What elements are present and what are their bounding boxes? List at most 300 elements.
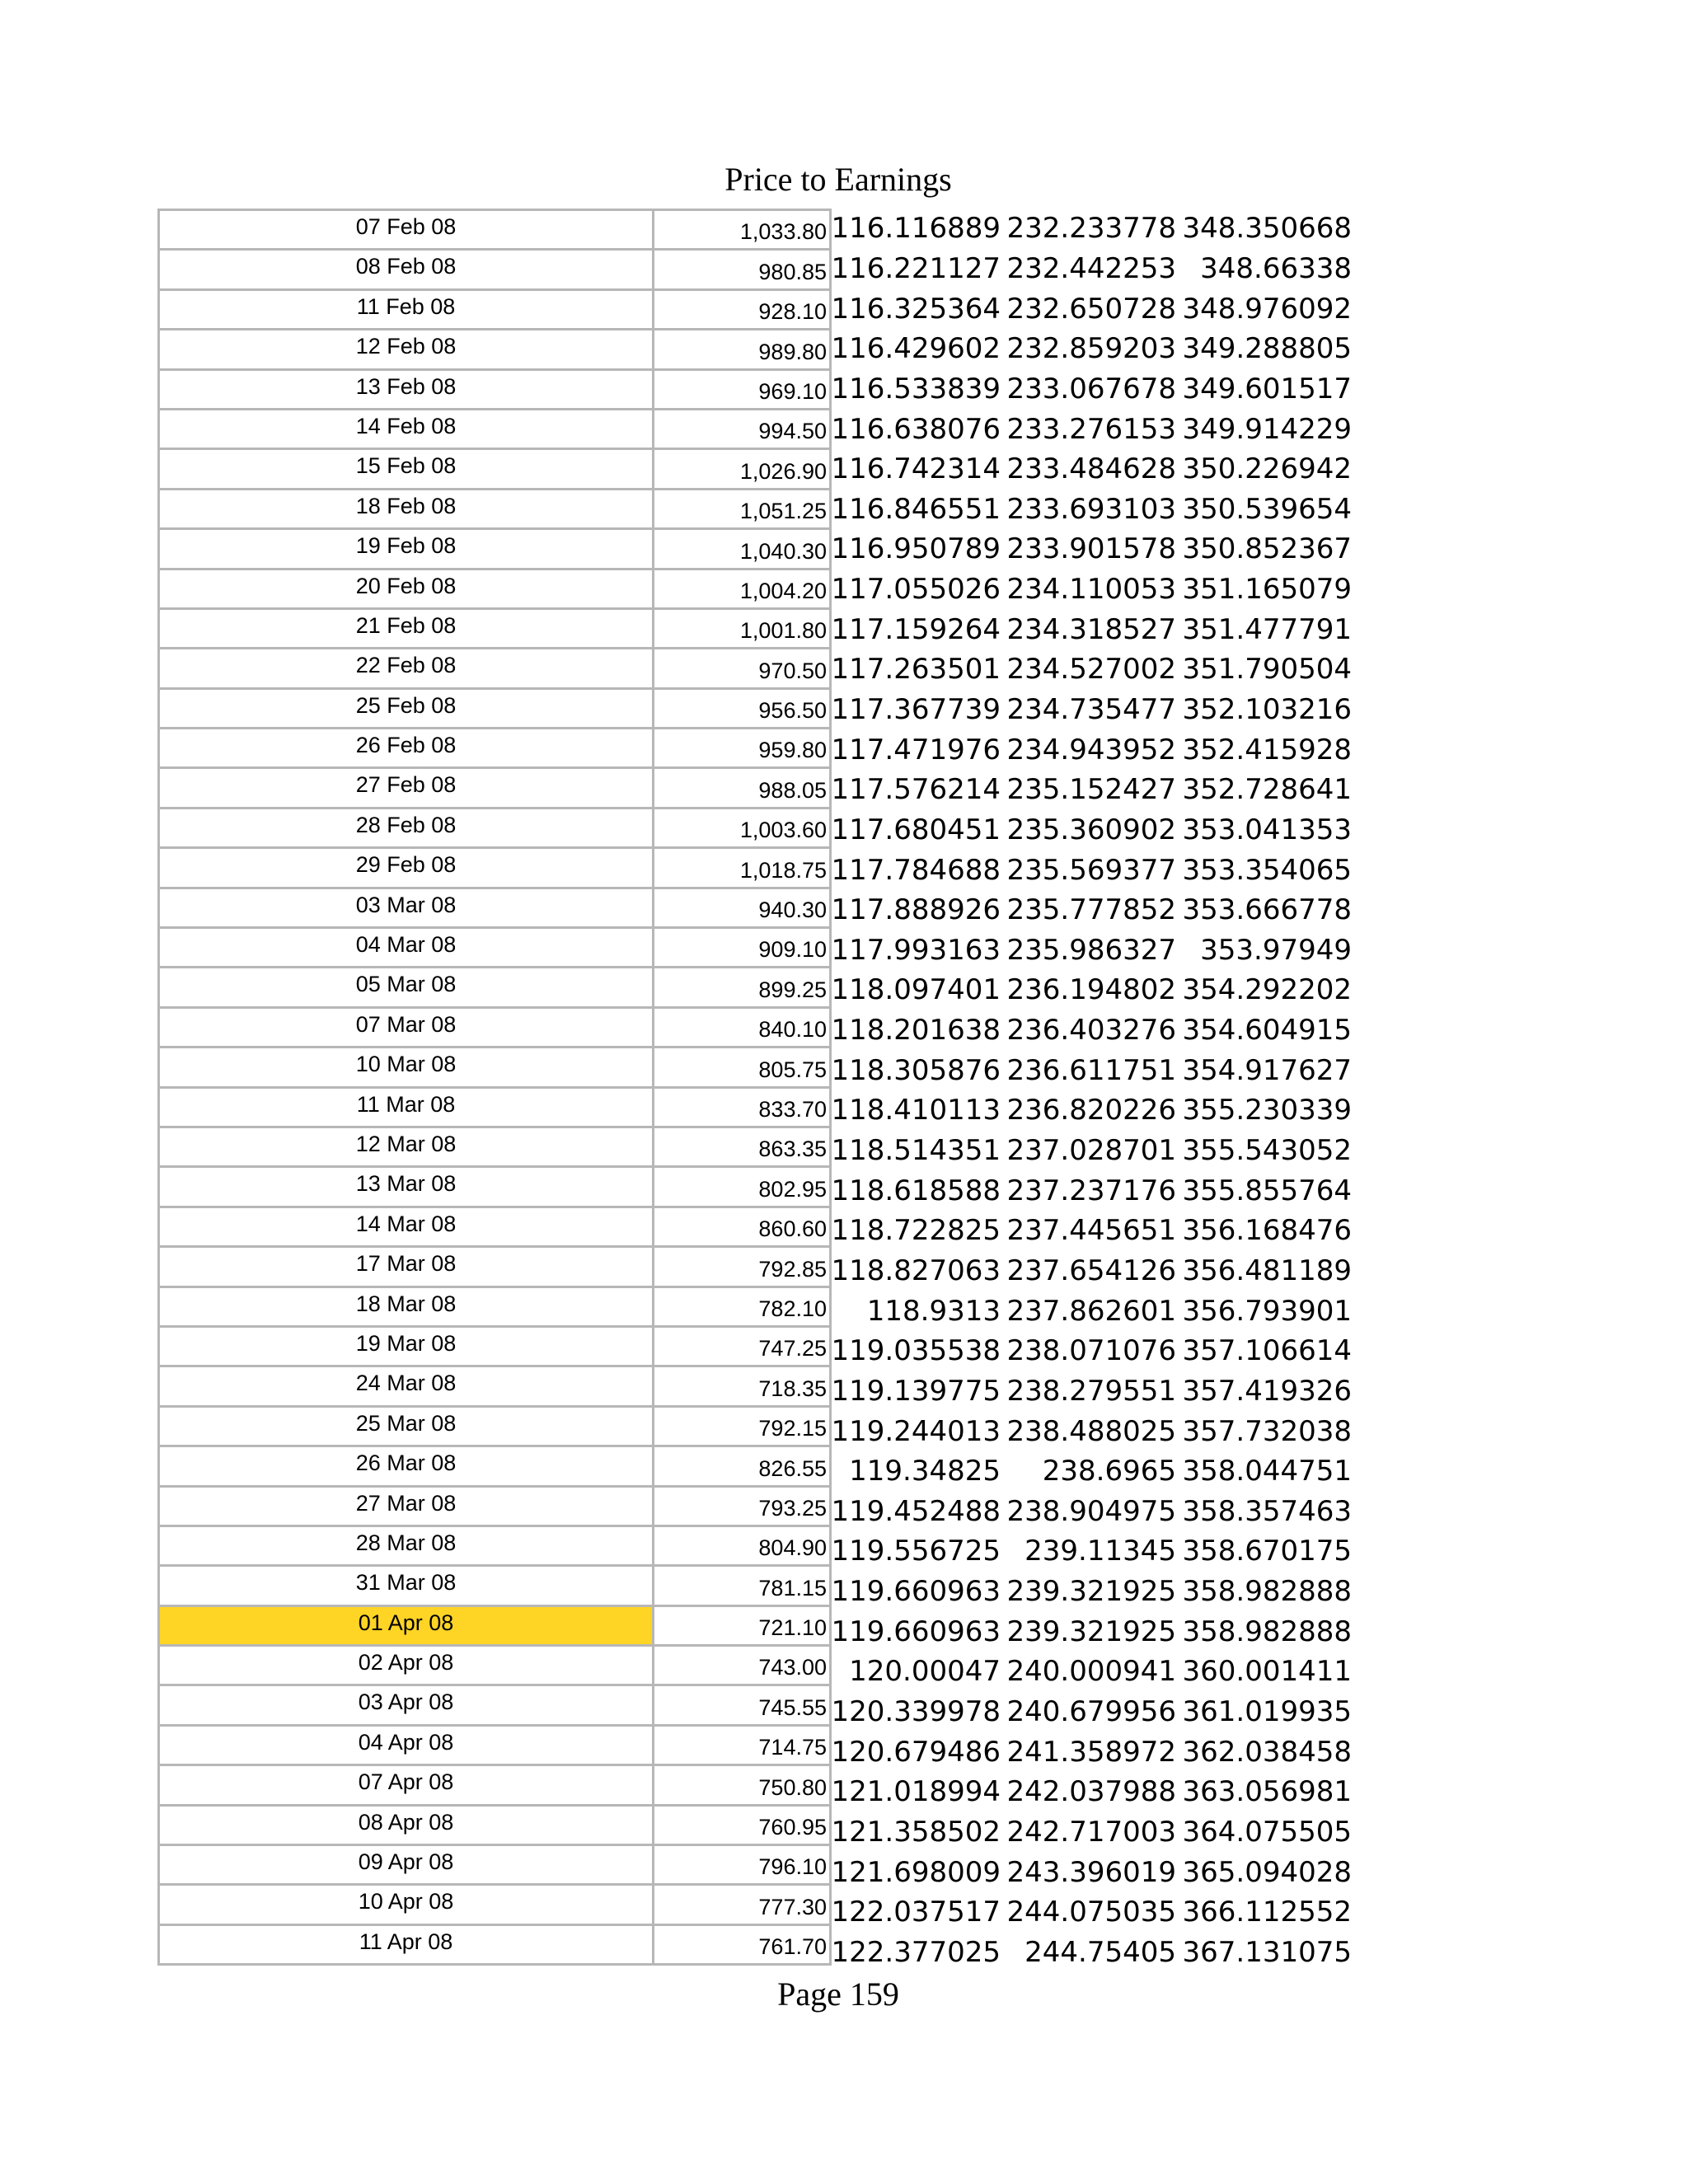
pe-value-3: 349.601517 [1182,372,1352,405]
pe-value-2: 240.000941 [1006,1655,1176,1689]
pe-value-1: 116.221127 [831,251,1001,285]
pe-values-row [829,1692,1357,1732]
pe-value-2: 244.75405 [1025,1935,1176,1969]
pe-value-2: 233.484628 [1006,452,1176,486]
table-row [159,369,831,409]
price-cell: 969.10 [654,369,831,409]
pe-values-row [829,729,1357,770]
pe-value-2: 243.396019 [1006,1855,1176,1889]
pe-value-2: 238.904975 [1006,1494,1176,1528]
table-row [159,409,831,448]
price-cell: 793.25 [654,1486,831,1526]
price-cell: 714.75 [654,1725,831,1765]
pe-value-1: 117.471976 [831,733,1001,766]
pe-values-row [829,1492,1357,1532]
price-cell: 1,051.25 [654,489,831,528]
pe-value-1: 119.660963 [831,1575,1001,1609]
pe-value-3: 350.852367 [1182,532,1352,566]
pe-value-3: 354.917627 [1182,1053,1352,1087]
pe-value-3: 356.168476 [1182,1214,1352,1248]
pe-value-2: 241.358972 [1006,1735,1176,1769]
pe-value-2: 236.194802 [1006,973,1176,1007]
pe-value-1: 119.452488 [831,1494,1001,1528]
pe-value-2: 235.569377 [1006,853,1176,887]
date-cell: 25 Mar 08 [159,1406,654,1446]
pe-value-1: 119.139775 [831,1374,1001,1408]
pe-value-3: 361.019935 [1182,1695,1352,1729]
table-row [159,1207,831,1246]
pe-value-3: 358.044751 [1182,1455,1352,1488]
table-row [159,768,831,808]
pe-value-2: 235.777852 [1006,893,1176,927]
table-row [159,1526,831,1565]
price-cell: 1,018.75 [654,848,831,888]
pe-values-row [829,890,1357,930]
pe-value-1: 117.993163 [831,933,1001,967]
pe-value-3: 349.288805 [1182,332,1352,366]
price-cell: 760.95 [654,1805,831,1844]
pe-value-3: 356.793901 [1182,1294,1352,1328]
price-cell: 1,003.60 [654,808,831,847]
pe-value-1: 117.263501 [831,653,1001,687]
table-row [159,1286,831,1326]
pe-value-3: 357.106614 [1182,1334,1352,1368]
date-cell: 14 Feb 08 [159,409,654,448]
pe-values-row [829,1411,1357,1451]
pe-values-row [829,850,1357,890]
date-cell: 03 Mar 08 [159,888,654,927]
pe-values-row [829,1291,1357,1331]
pe-value-3: 351.477791 [1182,612,1352,646]
pe-value-1: 116.429602 [831,332,1001,366]
price-cell: 792.85 [654,1247,831,1286]
pe-value-3: 354.604915 [1182,1014,1352,1047]
table-row [159,330,831,369]
pe-values-row [829,1090,1357,1131]
date-cell: 10 Mar 08 [159,1047,654,1087]
date-cell: 25 Feb 08 [159,688,654,728]
pe-value-1: 118.305876 [831,1053,1001,1087]
price-cell: 750.80 [654,1765,831,1805]
pe-value-1: 116.742314 [831,452,1001,486]
pe-value-3: 350.539654 [1182,492,1352,526]
pe-value-2: 232.859203 [1006,332,1176,366]
pe-value-1: 119.244013 [831,1414,1001,1448]
pe-value-3: 364.075505 [1182,1815,1352,1849]
price-cell: 940.30 [654,888,831,927]
price-cell: 1,001.80 [654,608,831,648]
table-row [159,1247,831,1286]
table-row [159,888,831,927]
table-row [159,1885,831,1924]
pe-values-row [829,1611,1357,1652]
table-row [159,1326,831,1366]
pe-value-2: 234.527002 [1006,653,1176,687]
table-row [159,688,831,728]
price-cell: 899.25 [654,968,831,1007]
date-cell: 04 Apr 08 [159,1725,654,1765]
pe-value-3: 358.670175 [1182,1535,1352,1568]
date-cell: 27 Feb 08 [159,768,654,808]
pe-value-3: 362.038458 [1182,1735,1352,1769]
price-cell: 994.50 [654,409,831,448]
price-cell: 1,033.80 [654,210,831,250]
pe-value-2: 236.820226 [1006,1094,1176,1127]
pe-value-2: 235.986327 [1006,933,1176,967]
pe-value-1: 121.358502 [831,1815,1001,1849]
table-row [159,529,831,569]
pe-value-1: 120.679486 [831,1735,1001,1769]
pe-value-1: 120.00047 [849,1655,1001,1689]
price-table [157,209,832,1966]
pe-value-1: 118.201638 [831,1014,1001,1047]
table-row [159,1087,831,1127]
pe-values-row [829,1732,1357,1772]
date-cell: 19 Feb 08 [159,529,654,569]
price-cell: 1,040.30 [654,529,831,569]
pe-value-3: 355.543052 [1182,1134,1352,1168]
pe-value-2: 234.110053 [1006,573,1176,607]
pe-values-row [829,930,1357,971]
pe-values-row [829,1933,1357,1973]
table-row [159,1646,831,1685]
pe-value-2: 244.075035 [1006,1896,1176,1929]
price-cell: 804.90 [654,1526,831,1565]
date-cell: 02 Apr 08 [159,1646,654,1685]
pe-value-2: 238.279551 [1006,1374,1176,1408]
date-cell: 26 Mar 08 [159,1446,654,1486]
pe-value-2: 232.442253 [1006,251,1176,285]
date-cell: 13 Feb 08 [159,369,654,409]
pe-value-3: 353.041353 [1182,813,1352,846]
pe-value-2: 237.862601 [1006,1294,1176,1328]
pe-values-row [829,649,1357,690]
date-cell: 28 Mar 08 [159,1526,654,1565]
pe-values-row [829,810,1357,851]
pe-value-1: 121.018994 [831,1775,1001,1809]
date-cell: 08 Feb 08 [159,250,654,289]
price-cell: 802.95 [654,1167,831,1207]
pe-value-2: 233.901578 [1006,532,1176,566]
pe-value-2: 233.276153 [1006,412,1176,446]
date-cell: 17 Mar 08 [159,1247,654,1286]
pe-values-row [829,1572,1357,1612]
pe-values-row [829,970,1357,1010]
table-row [159,1685,831,1725]
pe-value-2: 237.028701 [1006,1134,1176,1168]
table-row [159,289,831,329]
pe-value-3: 351.165079 [1182,573,1352,607]
price-cell: 1,026.90 [654,449,831,489]
pe-values-row [829,1812,1357,1853]
pe-values-row [829,1211,1357,1251]
pe-value-1: 119.556725 [831,1535,1001,1568]
date-cell: 11 Feb 08 [159,289,654,329]
pe-value-1: 118.9313 [866,1294,1001,1328]
pe-value-3: 348.350668 [1182,212,1352,246]
pe-value-1: 119.34825 [849,1455,1001,1488]
pe-values-row [829,489,1357,529]
pe-values-row [829,1772,1357,1812]
page-number: Page 159 [777,1975,899,2013]
table-row [159,250,831,289]
pe-value-1: 117.159264 [831,612,1001,646]
table-row [159,808,831,847]
pe-values-row [829,1531,1357,1572]
pe-value-2: 232.650728 [1006,292,1176,326]
price-cell: 956.50 [654,688,831,728]
pe-value-2: 237.654126 [1006,1254,1176,1287]
table-row [159,729,831,768]
table-row [159,1167,831,1207]
pe-value-1: 116.638076 [831,412,1001,446]
date-cell: 19 Mar 08 [159,1326,654,1366]
pe-value-1: 116.533839 [831,372,1001,405]
pe-value-1: 120.339978 [831,1695,1001,1729]
price-cell: 989.80 [654,330,831,369]
pe-value-1: 118.827063 [831,1254,1001,1287]
pe-value-2: 233.067678 [1006,372,1176,405]
pe-value-2: 236.611751 [1006,1053,1176,1087]
table-row [159,1765,831,1805]
pe-value-3: 367.131075 [1182,1935,1352,1969]
table-row [159,1486,831,1526]
date-cell: 10 Apr 08 [159,1885,654,1924]
table-row [159,1924,831,1964]
pe-values-row [829,1331,1357,1371]
price-cell: 860.60 [654,1207,831,1246]
pe-value-2: 235.152427 [1006,773,1176,807]
pe-value-3: 352.103216 [1182,693,1352,726]
price-cell: 970.50 [654,649,831,688]
pe-values-row [829,529,1357,569]
table-row [159,1127,831,1166]
table-row [159,210,831,250]
price-cell: 1,004.20 [654,569,831,608]
pe-values-row [829,1170,1357,1211]
page-title: Price to Earnings [724,161,952,198]
pe-values-row [829,249,1357,289]
price-cell: 928.10 [654,289,831,329]
pe-value-3: 353.354065 [1182,853,1352,887]
date-cell: 28 Feb 08 [159,808,654,847]
date-cell: 04 Mar 08 [159,928,654,968]
pe-value-1: 116.116889 [831,212,1001,246]
pe-value-3: 363.056981 [1182,1775,1352,1809]
date-cell: 11 Mar 08 [159,1087,654,1127]
table-row [159,1406,831,1446]
pe-value-2: 234.318527 [1006,612,1176,646]
table-row [159,489,831,528]
pe-values-row [829,1131,1357,1171]
table-row [159,1366,831,1406]
pe-value-2: 234.735477 [1006,693,1176,726]
pe-value-3: 365.094028 [1182,1855,1352,1889]
pe-values-columns [829,209,1357,1972]
pe-value-1: 118.722825 [831,1214,1001,1248]
table-row [159,1007,831,1047]
pe-value-2: 239.321925 [1006,1615,1176,1648]
pe-value-3: 355.230339 [1182,1094,1352,1127]
date-cell: 12 Mar 08 [159,1127,654,1166]
price-cell: 782.10 [654,1286,831,1326]
price-cell: 718.35 [654,1366,831,1406]
pe-values-row [829,1371,1357,1412]
pe-value-3: 356.481189 [1182,1254,1352,1287]
date-cell: 07 Feb 08 [159,210,654,250]
date-cell: 27 Mar 08 [159,1486,654,1526]
pe-value-3: 353.97949 [1200,933,1352,967]
pe-values-row [829,288,1357,329]
pe-value-2: 239.11345 [1025,1535,1176,1568]
pe-value-1: 118.618588 [831,1174,1001,1207]
date-cell: 24 Mar 08 [159,1366,654,1406]
pe-values-row [829,1451,1357,1492]
date-cell: 09 Apr 08 [159,1845,654,1885]
table-row [159,649,831,688]
pe-value-2: 242.037988 [1006,1775,1176,1809]
pe-value-1: 117.055026 [831,573,1001,607]
pe-value-2: 235.360902 [1006,813,1176,846]
date-cell: 11 Apr 08 [159,1924,654,1964]
pe-value-3: 358.357463 [1182,1494,1352,1528]
pe-values-row [829,569,1357,610]
date-cell: 26 Feb 08 [159,729,654,768]
pe-value-2: 242.717003 [1006,1815,1176,1849]
price-cell: 761.70 [654,1924,831,1964]
pe-value-1: 117.888926 [831,893,1001,927]
table-row [159,968,831,1007]
pe-value-3: 349.914229 [1182,412,1352,446]
date-cell: 15 Feb 08 [159,449,654,489]
table-row [159,1845,831,1885]
price-table-body [159,210,831,1965]
table-row [159,608,831,648]
pe-value-2: 238.071076 [1006,1334,1176,1368]
pe-value-3: 348.66338 [1200,251,1352,285]
date-cell: 22 Feb 08 [159,649,654,688]
pe-value-2: 232.233778 [1006,212,1176,246]
pe-value-1: 118.410113 [831,1094,1001,1127]
pe-values-row [829,329,1357,369]
date-cell: 14 Mar 08 [159,1207,654,1246]
pe-value-2: 233.693103 [1006,492,1176,526]
date-cell: 07 Apr 08 [159,1765,654,1805]
pe-value-2: 237.237176 [1006,1174,1176,1207]
date-cell: 08 Apr 08 [159,1805,654,1844]
pe-value-3: 360.001411 [1182,1655,1352,1689]
price-cell: 777.30 [654,1885,831,1924]
table-row [159,1805,831,1844]
pe-value-3: 351.790504 [1182,653,1352,687]
price-cell: 743.00 [654,1646,831,1685]
price-cell: 792.15 [654,1406,831,1446]
pe-value-3: 352.728641 [1182,773,1352,807]
pe-value-3: 352.415928 [1182,733,1352,766]
pe-value-3: 358.982888 [1182,1575,1352,1609]
pe-value-1: 122.377025 [831,1935,1001,1969]
table-row [159,1725,831,1765]
pe-value-2: 236.403276 [1006,1014,1176,1047]
date-cell: 31 Mar 08 [159,1566,654,1605]
price-cell: 721.10 [654,1605,831,1645]
pe-value-3: 357.419326 [1182,1374,1352,1408]
pe-values-row [829,209,1357,249]
pe-value-1: 116.950789 [831,532,1001,566]
pe-values-row [829,1050,1357,1090]
pe-value-1: 118.097401 [831,973,1001,1007]
pe-value-1: 121.698009 [831,1855,1001,1889]
pe-value-1: 116.846551 [831,492,1001,526]
price-cell: 959.80 [654,729,831,768]
table-row [159,1446,831,1486]
pe-value-1: 119.660963 [831,1615,1001,1648]
pe-value-1: 117.680451 [831,813,1001,846]
price-cell: 980.85 [654,250,831,289]
price-cell: 796.10 [654,1845,831,1885]
pe-value-2: 240.679956 [1006,1695,1176,1729]
date-cell: 18 Mar 08 [159,1286,654,1326]
table-row [159,848,831,888]
date-cell: 01 Apr 08 [159,1605,654,1645]
pe-value-1: 116.325364 [831,292,1001,326]
price-cell: 747.25 [654,1326,831,1366]
pe-value-2: 238.6965 [1042,1455,1176,1488]
pe-value-2: 237.445651 [1006,1214,1176,1248]
price-cell: 863.35 [654,1127,831,1166]
date-cell: 29 Feb 08 [159,848,654,888]
table-row [159,1566,831,1605]
pe-values-row [829,609,1357,649]
date-cell: 07 Mar 08 [159,1007,654,1047]
pe-value-3: 353.666778 [1182,893,1352,927]
table-row [159,1047,831,1087]
pe-value-1: 118.514351 [831,1134,1001,1168]
date-cell: 13 Mar 08 [159,1167,654,1207]
pe-values-row [829,1251,1357,1291]
pe-value-1: 119.035538 [831,1334,1001,1368]
price-cell: 805.75 [654,1047,831,1087]
pe-values-row [829,690,1357,730]
table-row [159,569,831,608]
pe-values-row [829,1892,1357,1933]
price-cell: 909.10 [654,928,831,968]
pe-value-2: 238.488025 [1006,1414,1176,1448]
pe-value-3: 354.292202 [1182,973,1352,1007]
pe-value-3: 366.112552 [1182,1896,1352,1929]
pe-value-3: 348.976092 [1182,292,1352,326]
price-cell: 745.55 [654,1685,831,1725]
table-row [159,928,831,968]
pe-value-3: 357.732038 [1182,1414,1352,1448]
pe-values-row [829,409,1357,449]
table-row [159,1605,831,1645]
price-cell: 833.70 [654,1087,831,1127]
pe-values-row [829,1010,1357,1051]
pe-value-3: 358.982888 [1182,1615,1352,1648]
pe-values-row [829,770,1357,810]
price-cell: 781.15 [654,1566,831,1605]
pe-values-row [829,1652,1357,1692]
pe-value-1: 117.367739 [831,693,1001,726]
pe-value-1: 117.784688 [831,853,1001,887]
pe-value-1: 117.576214 [831,773,1001,807]
pe-value-3: 350.226942 [1182,452,1352,486]
price-cell: 988.05 [654,768,831,808]
date-cell: 18 Feb 08 [159,489,654,528]
price-cell: 826.55 [654,1446,831,1486]
pe-values-row [829,369,1357,410]
